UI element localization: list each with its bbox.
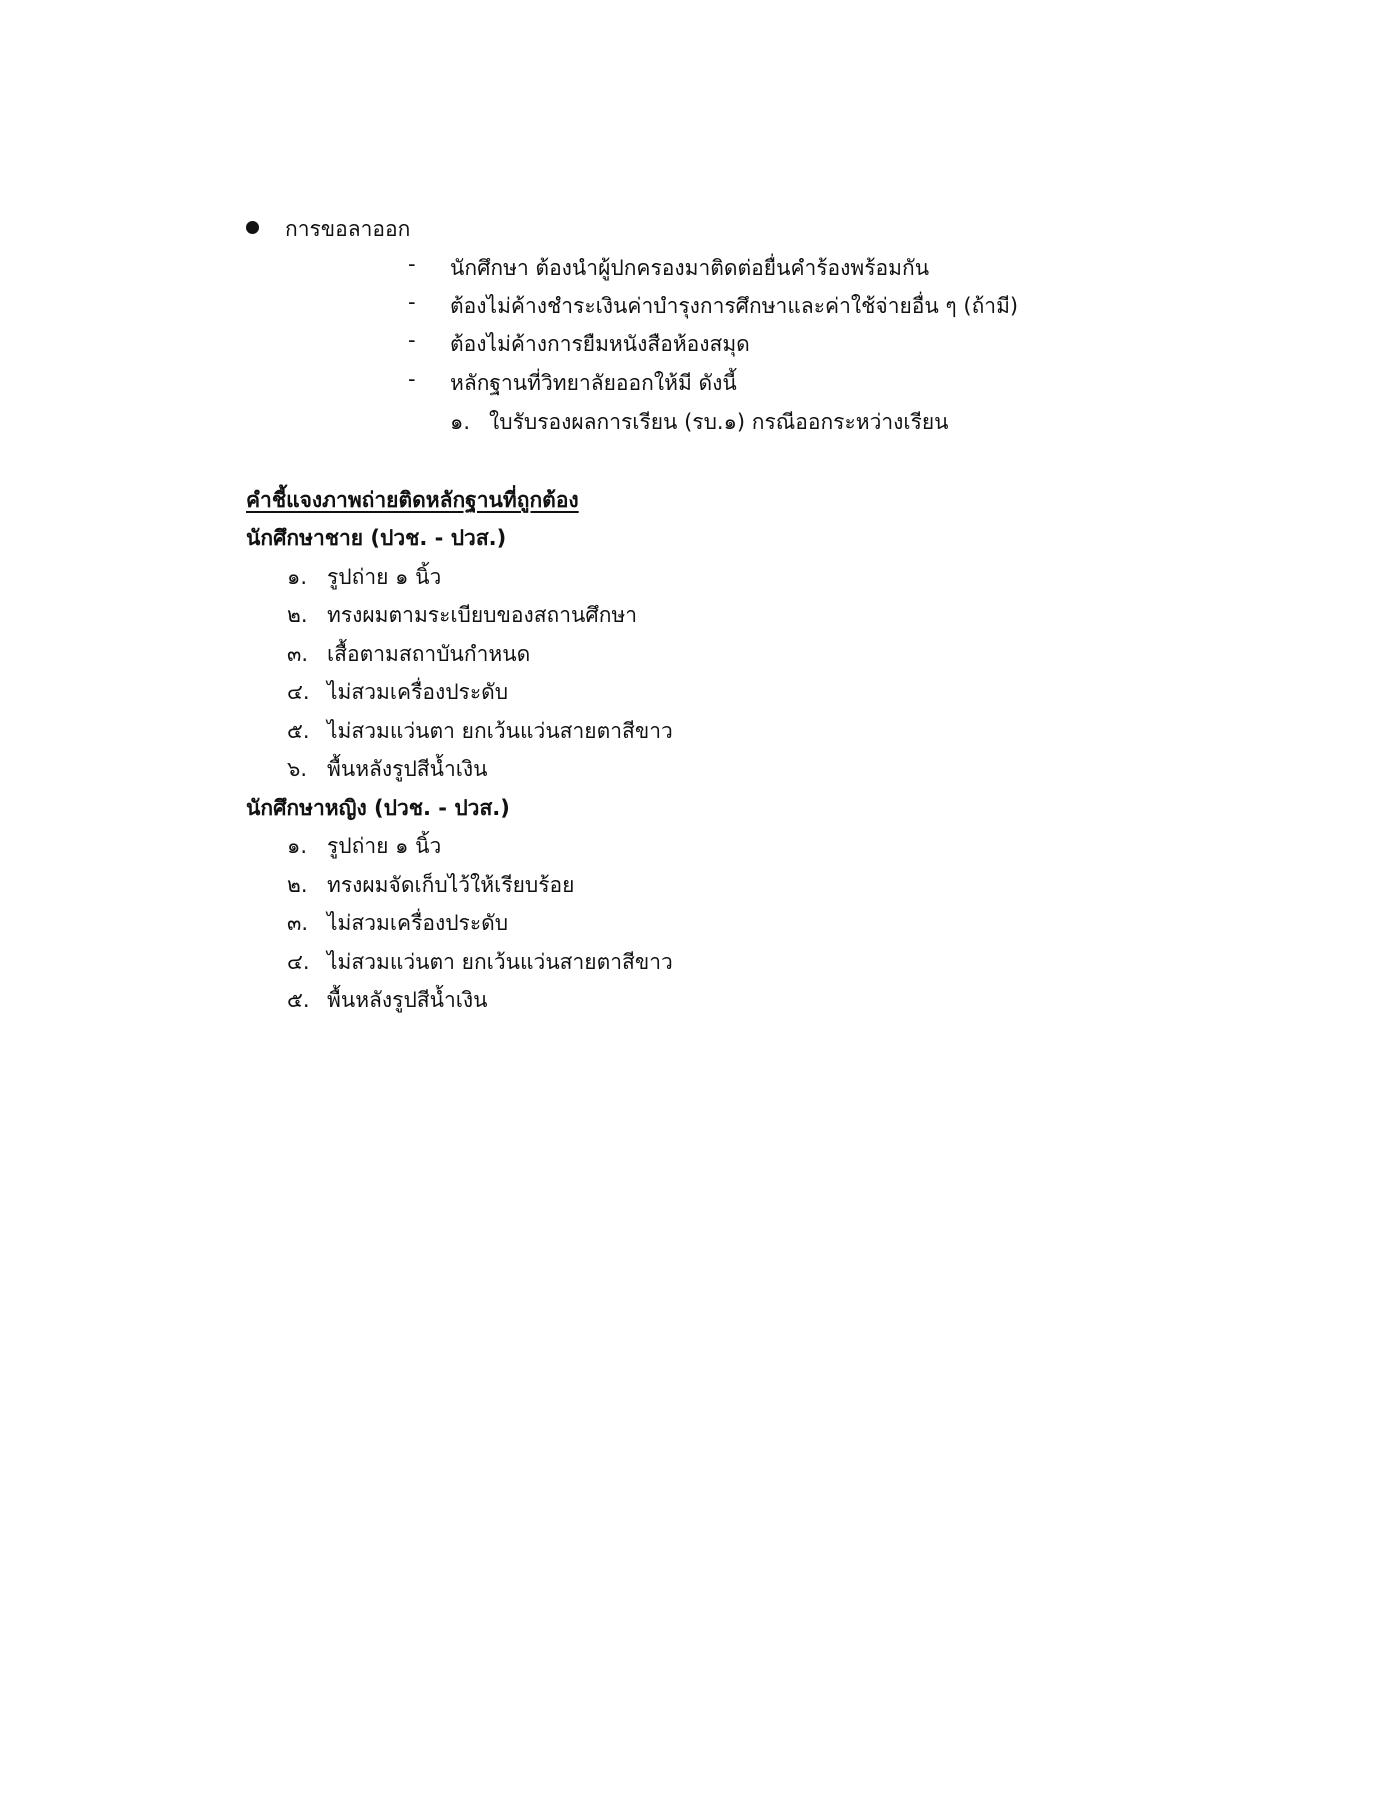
withdrawal-item: ต้องไม่ค้างการยืมหนังสือห้องสมุด xyxy=(450,332,750,356)
male-heading: นักศึกษาชาย (ปวช. - ปวส.) xyxy=(246,526,507,550)
list-number: ๔. xyxy=(287,950,310,974)
female-heading: นักศึกษาหญิง (ปวช. - ปวส.) xyxy=(246,796,510,820)
list-item: ไม่สวมเครื่องประดับ xyxy=(327,680,509,704)
dash-marker: - xyxy=(408,252,416,276)
list-number: ๑. xyxy=(287,834,308,858)
list-item: ไม่สวมแว่นตา ยกเว้นแว่นสายตาสีขาว xyxy=(327,719,673,743)
list-item: รูปถ่าย ๑ นิ้ว xyxy=(327,834,442,858)
list-number: ๓. xyxy=(287,911,309,935)
sub-item-text: ใบรับรองผลการเรียน (รบ.๑) กรณีออกระหว่างเรียน xyxy=(489,410,949,434)
list-item: ไม่สวมเครื่องประดับ xyxy=(327,911,509,935)
photo-rules-title: คำชี้แจงภาพถ่ายติดหลักฐานที่ถูกต้อง xyxy=(246,488,579,512)
dash-marker: - xyxy=(408,367,416,391)
withdrawal-item: ต้องไม่ค้างชำระเงินค่าบำรุงการศึกษาและค่าใช้จ่ายอื่น ๆ (ถ้ามี) xyxy=(450,294,1019,318)
list-number: ๕. xyxy=(287,719,310,743)
withdrawal-heading: การขอลาออก xyxy=(285,217,411,241)
list-item: ทรงผมจัดเก็บไว้ให้เรียบร้อย xyxy=(327,873,575,897)
dash-marker: - xyxy=(408,290,416,314)
list-item: รูปถ่าย ๑ นิ้ว xyxy=(327,565,442,589)
sub-item-number: ๑. xyxy=(450,410,471,434)
list-number: ๔. xyxy=(287,680,310,704)
withdrawal-item: นักศึกษา ต้องนำผู้ปกครองมาติดต่อยื่นคำร้องพร้อมกัน xyxy=(450,256,930,280)
list-item: พื้นหลังรูปสีน้ำเงิน xyxy=(327,757,488,781)
list-item: พื้นหลังรูปสีน้ำเงิน xyxy=(327,988,488,1012)
withdrawal-item: หลักฐานที่วิทยาลัยออกให้มี ดังนี้ xyxy=(450,371,737,395)
dash-marker: - xyxy=(408,328,416,352)
list-number: ๕. xyxy=(287,988,310,1012)
list-number: ๖. xyxy=(287,757,308,781)
bullet-icon xyxy=(246,221,259,234)
list-number: ๓. xyxy=(287,642,309,666)
list-item: ทรงผมตามระเบียบของสถานศึกษา xyxy=(327,603,638,627)
list-item: เสื้อตามสถาบันกำหนด xyxy=(327,642,531,666)
list-number: ๒. xyxy=(287,603,308,627)
list-number: ๑. xyxy=(287,565,308,589)
list-number: ๒. xyxy=(287,873,308,897)
list-item: ไม่สวมแว่นตา ยกเว้นแว่นสายตาสีขาว xyxy=(327,950,673,974)
